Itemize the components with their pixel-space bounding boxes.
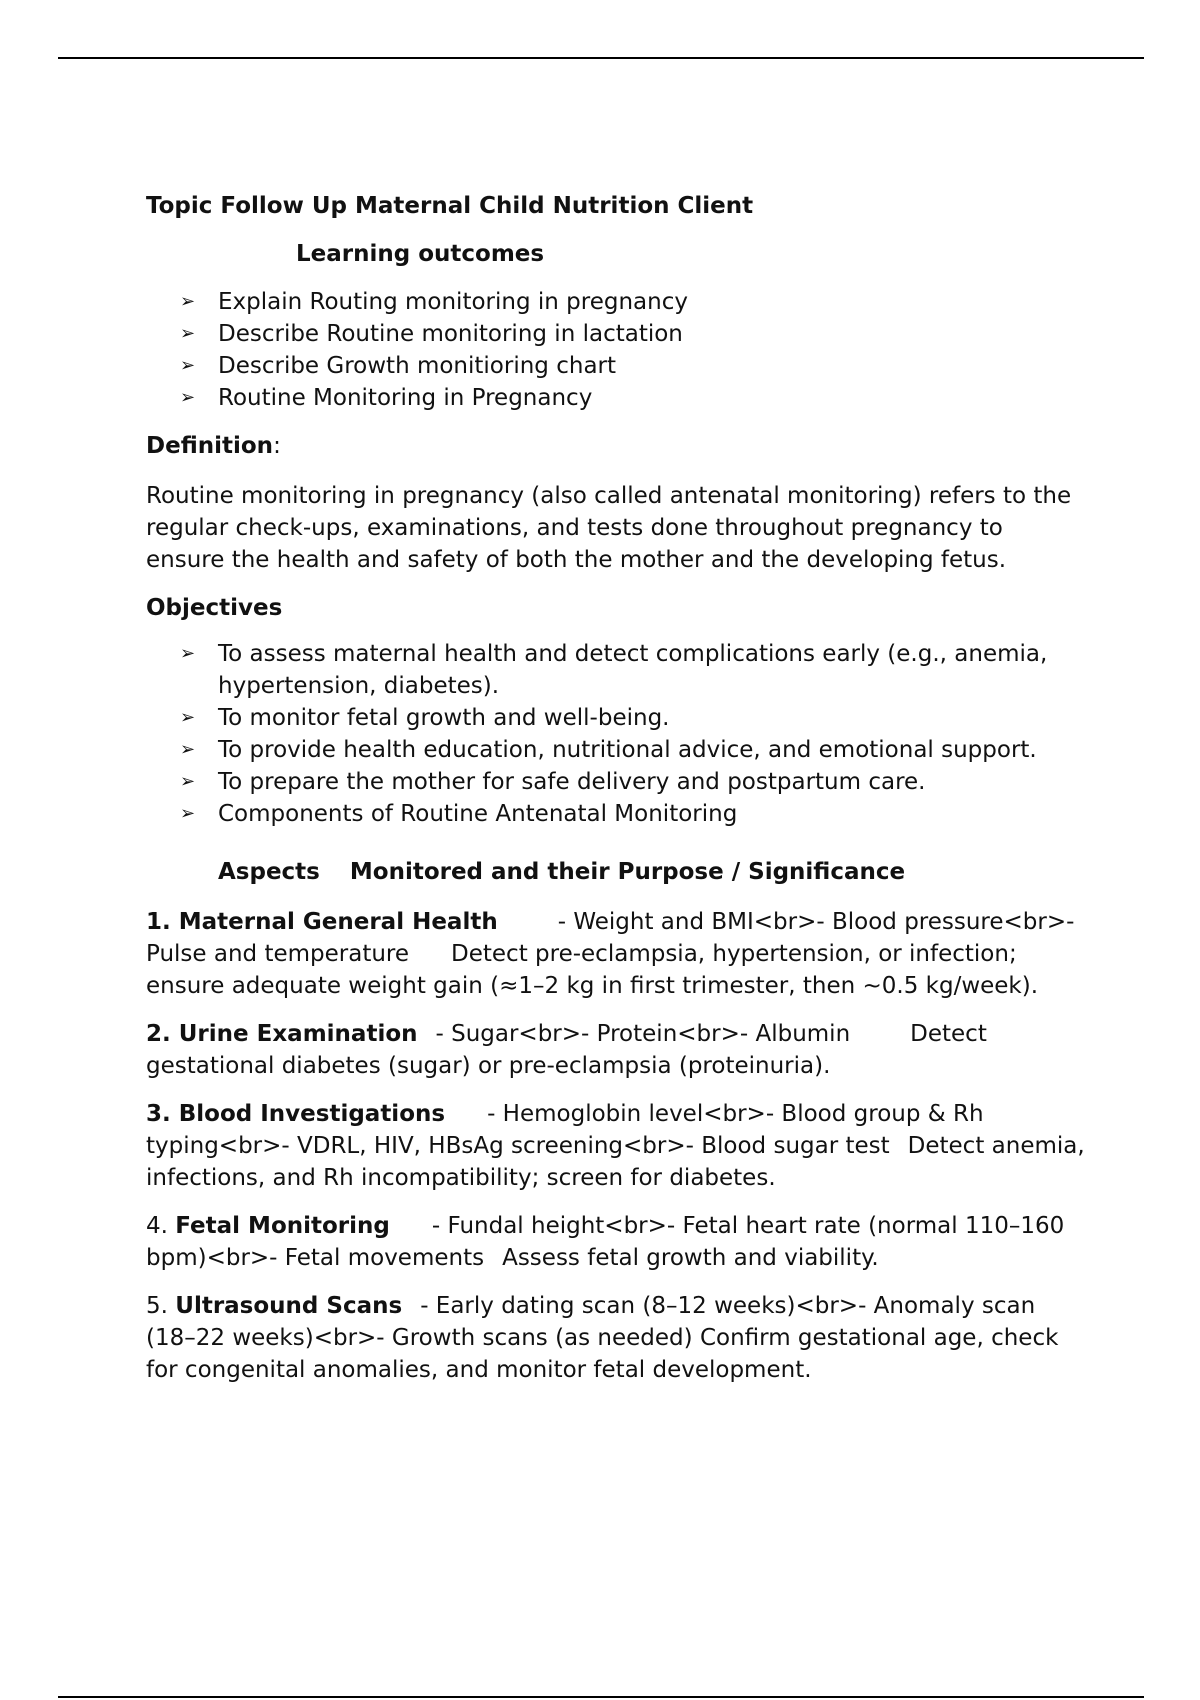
aspect-name: Ultrasound Scans bbox=[175, 1293, 403, 1319]
aspect-details: - Hemoglobin level<br>- Blood group & Rh typing<br>- VDRL, HIV, HBsAg screening<br>- Blood sugar test bbox=[146, 1101, 984, 1159]
aspect-item-urine bbox=[146, 1018, 1086, 1082]
list-item: ➢ To assess maternal health and detect complications early (e.g., anemia, hypertension, diabetes). bbox=[218, 638, 1086, 702]
list-item: ➢ Explain Routing monitoring in pregnancy bbox=[218, 286, 1086, 318]
aspect-number: 2. bbox=[146, 1021, 179, 1047]
aspect-name: Fetal Monitoring bbox=[175, 1213, 390, 1239]
definition-colon: : bbox=[273, 433, 281, 459]
aspect-number: 4. bbox=[146, 1213, 176, 1239]
aspect-purpose: Assess fetal growth and viability. bbox=[502, 1245, 879, 1271]
aspect-item-ultrasound bbox=[146, 1290, 1086, 1386]
document-body bbox=[146, 190, 1086, 1386]
aspect-details: - Sugar<br>- Protein<br>- Albumin bbox=[435, 1021, 851, 1047]
aspect-name: Urine Examination bbox=[178, 1021, 418, 1047]
aspect-item-blood bbox=[146, 1098, 1086, 1194]
aspect-name: Maternal General Health bbox=[178, 909, 498, 935]
learning-outcomes-heading: Learning outcomes bbox=[296, 241, 545, 267]
objectives-heading: Objectives bbox=[146, 595, 283, 621]
header-rule bbox=[58, 57, 1144, 59]
learning-outcomes-list bbox=[146, 286, 1086, 414]
list-item: ➢ To prepare the mother for safe delivery and postpartum care. bbox=[218, 766, 1086, 798]
aspect-number: 3. bbox=[146, 1101, 179, 1127]
aspect-details: - Fundal height<br>- Fetal heart rate (normal 110–160 bpm)<br>- Fetal movements bbox=[146, 1213, 1065, 1271]
aspect-purpose: Detect pre-eclampsia, hypertension, or infection; ensure adequate weight gain (≈1–2 kg in first trimester, then ~0.5 kg/week). bbox=[146, 941, 1039, 999]
aspect-details: - Weight and BMI<br>- Blood pressure<br>- Pulse and temperature bbox=[146, 909, 1075, 967]
aspect-details: - Early dating scan (8–12 weeks)<br>- Anomaly scan (18–22 weeks)<br>- Growth scans (as needed) bbox=[146, 1293, 1036, 1351]
objectives-list bbox=[146, 638, 1086, 830]
aspects-heading-left: Aspects bbox=[218, 859, 320, 885]
aspect-item-fetal bbox=[146, 1210, 1086, 1274]
list-item: ➢ Describe Growth monitioring chart bbox=[218, 350, 1086, 382]
aspect-purpose: Detect anemia, infections, and Rh incompatibility; screen for diabetes. bbox=[146, 1133, 1085, 1191]
definition-heading bbox=[146, 430, 1086, 464]
footer-rule bbox=[58, 1696, 1144, 1698]
aspect-name: Blood Investigations bbox=[178, 1101, 446, 1127]
aspects-heading bbox=[218, 856, 1086, 890]
document-title: Topic Follow Up Maternal Child Nutrition Client bbox=[146, 193, 754, 219]
aspect-purpose: Detect gestational diabetes (sugar) or pre-eclampsia (proteinuria). bbox=[146, 1021, 987, 1079]
list-item: ➢ To provide health education, nutritional advice, and emotional support. bbox=[218, 734, 1086, 766]
list-item: ➢ Components of Routine Antenatal Monitoring bbox=[218, 798, 1086, 830]
definition-label: Definition bbox=[146, 433, 274, 459]
aspects-heading-right: Monitored and their Purpose / Significance bbox=[349, 859, 906, 885]
list-item: ➢ Describe Routine monitoring in lactation bbox=[218, 318, 1086, 350]
list-item: ➢ Routine Monitoring in Pregnancy bbox=[218, 382, 1086, 414]
aspect-number: 1. bbox=[146, 909, 179, 935]
aspect-item-maternal-health bbox=[146, 906, 1086, 1002]
list-item: ➢ To monitor fetal growth and well-being. bbox=[218, 702, 1086, 734]
definition-text: Routine monitoring in pregnancy (also called antenatal monitoring) refers to the regular check-ups, examinations, and tests done throughout pregnancy to ensure the health and safety of both the mother and the developing fetus. bbox=[146, 483, 1072, 573]
aspect-purpose: Confirm gestational age, check for congenital anomalies, and monitor fetal development. bbox=[146, 1325, 1059, 1383]
aspect-number: 5. bbox=[146, 1293, 176, 1319]
